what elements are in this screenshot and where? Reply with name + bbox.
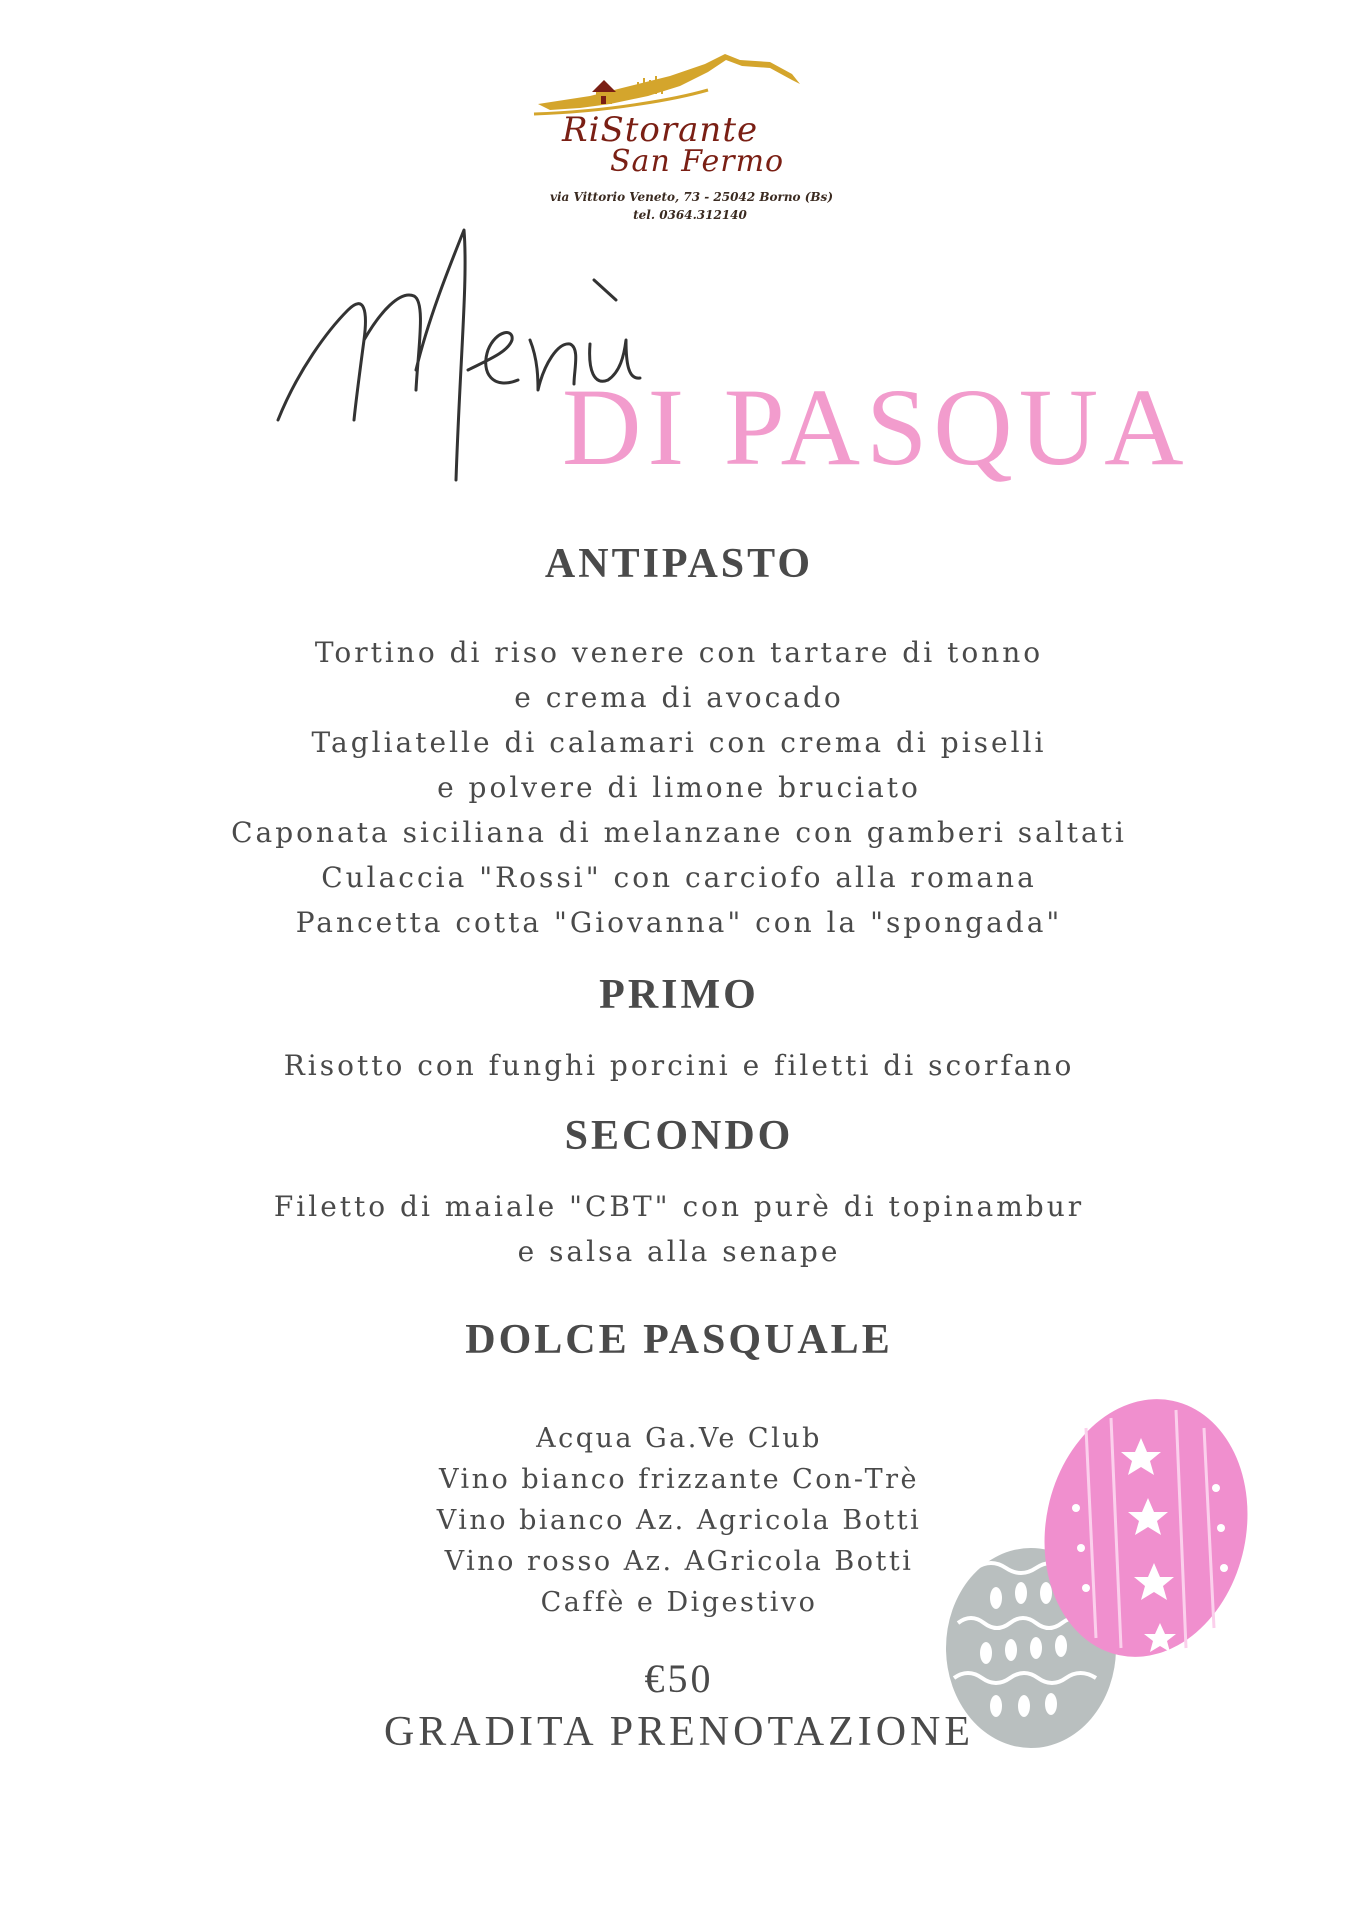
list-item: Vino bianco Az. Agricola Botti [436,1505,922,1536]
list-item: Tagliatelle di calamari con crema di piselli [311,726,1047,759]
list-item: Filetto di maiale "CBT" con purè di topinambur [273,1190,1085,1223]
primo-list [0,1043,1358,1088]
logo-name-line1: RiStorante [562,110,759,150]
restaurant-phone: tel. 0364.312140 [633,208,747,222]
list-item: Culaccia "Rossi" con carciofo alla romana [321,861,1037,894]
easter-eggs-decoration [936,1388,1256,1758]
list-item: e polvere di limone bruciato [437,771,921,804]
menu-price: €50 [644,1656,714,1701]
section-heading-antipasto: ANTIPASTO [544,541,814,587]
restaurant-address: via Vittorio Veneto, 73 - 25042 Borno (Bs) [550,190,833,204]
list-item: Tortino di riso venere con tartare di tonno [314,636,1044,669]
antipasto-list [0,630,1358,945]
list-item: Pancetta cotta "Giovanna" con la "spongada" [295,906,1063,939]
secondo-list [0,1184,1358,1274]
list-item: Vino bianco frizzante Con-Trè [439,1464,919,1495]
list-item: Caponata siciliana di melanzane con gamberi saltati [231,816,1127,849]
booking-note: GRADITA PRENOTAZIONE [383,1709,975,1755]
list-item: e crema di avocado [514,681,844,714]
section-heading-dolce: DOLCE PASQUALE [465,1317,893,1363]
section-heading-secondo: SECONDO [564,1113,794,1159]
logo-name-line2: San Fermo [610,144,785,179]
list-item: e salsa alla senape [517,1235,841,1268]
list-item: Risotto con funghi porcini e filetti di scorfano [283,1049,1075,1082]
list-item: Vino rosso Az. AGricola Botti [444,1546,914,1577]
list-item: Caffè e Digestivo [540,1587,818,1618]
section-heading-primo: PRIMO [599,972,759,1018]
menu-subtitle: DI PASQUA [562,366,1190,488]
restaurant-logo [530,46,833,226]
easter-eggs-icon [936,1388,1256,1758]
list-item: Acqua Ga.Ve Club [536,1423,822,1454]
